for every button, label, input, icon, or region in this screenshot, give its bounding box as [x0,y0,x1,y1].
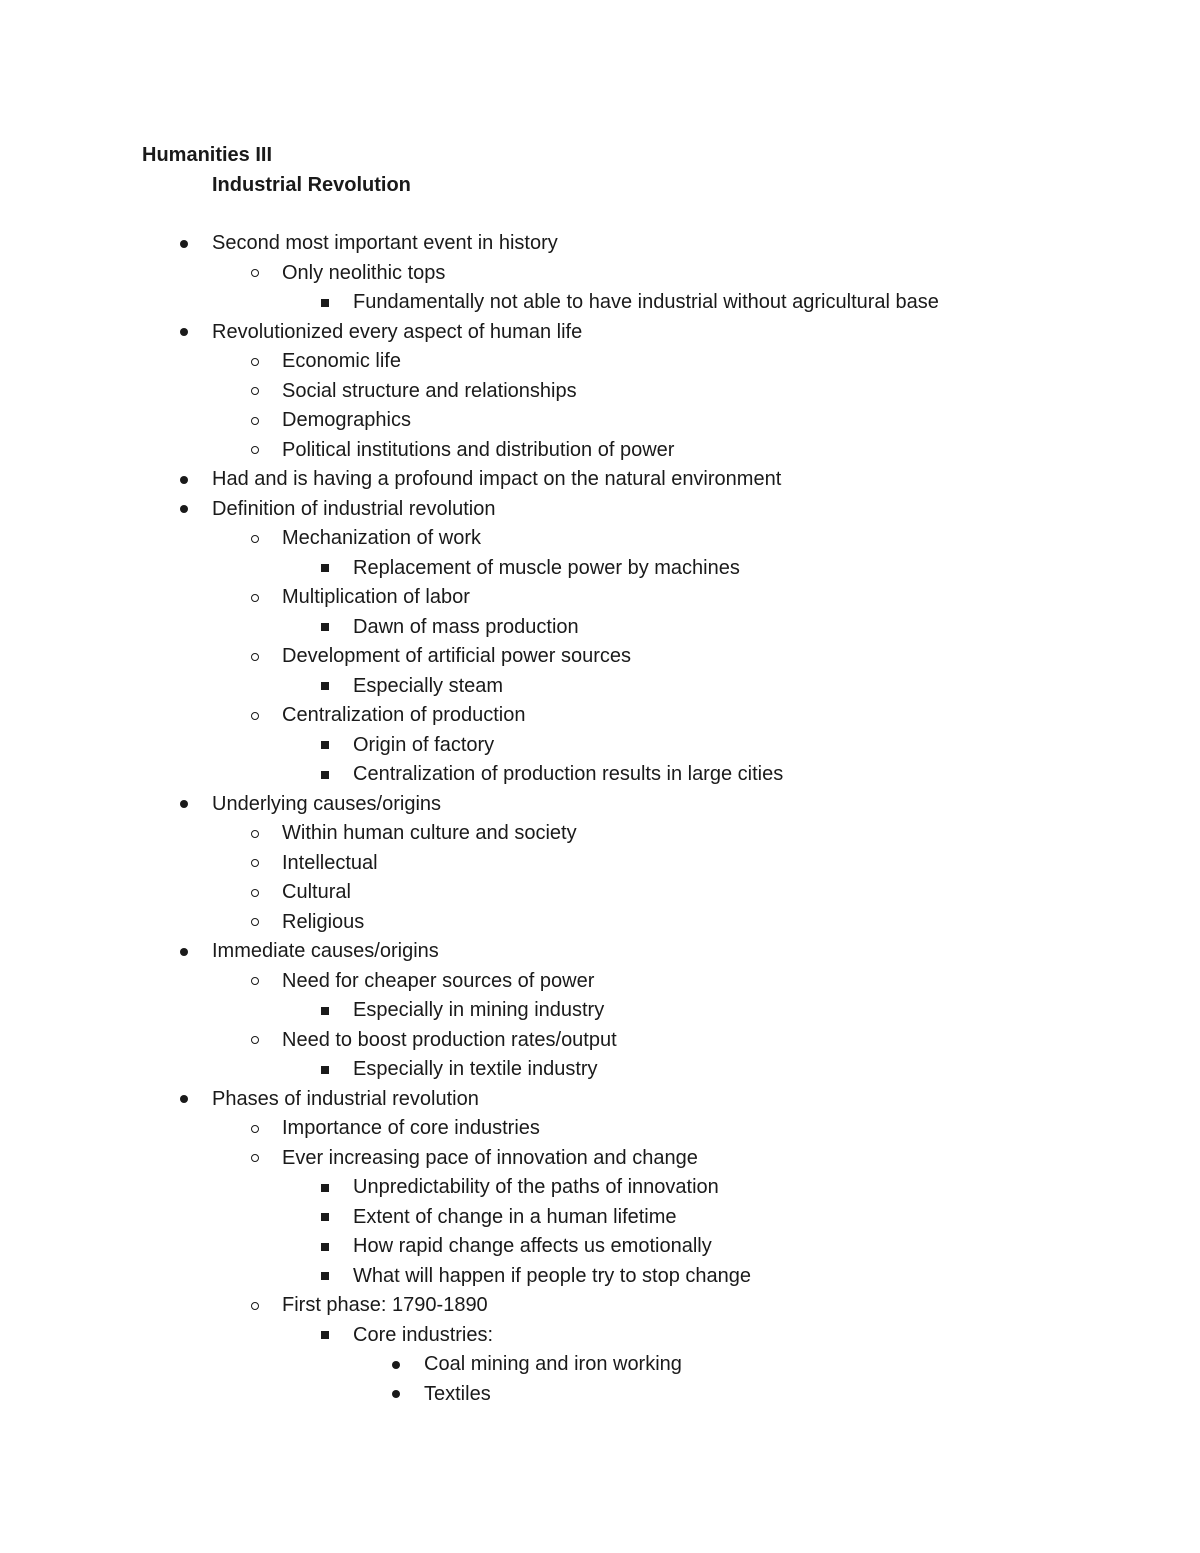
document-subtitle: Industrial Revolution [212,174,411,196]
list-item-text: Development of artificial power sources [282,645,632,667]
list-item [0,908,1200,938]
list-item [0,465,1200,495]
hollow-circle-bullet-icon [243,1026,267,1056]
list-item [0,613,1200,643]
list-item [0,1380,1200,1410]
hollow-circle-bullet-icon [243,849,267,879]
list-item [0,524,1200,554]
list-item-text: Economic life [282,350,401,372]
hollow-circle-bullet-icon [243,347,267,377]
list-item-text: First phase: 1790-1890 [282,1294,488,1316]
filled-square-bullet-icon [313,1232,337,1262]
document-title: Humanities III [142,144,273,166]
list-item [0,288,1200,318]
list-item [0,672,1200,702]
list-item-text: Second most important event in history [212,232,558,254]
list-item-text: Demographics [282,409,411,431]
list-item [0,1114,1200,1144]
list-item [0,1262,1200,1292]
list-item [0,554,1200,584]
list-item [0,1232,1200,1262]
list-item [0,1055,1200,1085]
hollow-circle-bullet-icon [243,701,267,731]
hollow-circle-bullet-icon [243,406,267,436]
hollow-circle-bullet-icon [243,642,267,672]
list-item [0,1144,1200,1174]
list-item-text: Coal mining and iron working [424,1353,682,1375]
list-item [0,1291,1200,1321]
list-item-text: Intellectual [282,851,378,874]
list-item [0,937,1200,967]
list-item [0,642,1200,672]
list-item-text: Multiplication of labor [282,586,470,608]
list-item [0,1026,1200,1056]
list-item [0,495,1200,525]
list-item [0,996,1200,1026]
filled-circle-bullet-icon [172,1085,196,1115]
list-item-text: Social structure and relationships [282,379,577,402]
list-item [0,1203,1200,1233]
hollow-circle-bullet-icon [243,377,267,407]
list-item-text: Importance of core industries [282,1117,540,1139]
filled-square-bullet-icon [313,1173,337,1203]
list-item-text: Fundamentally not able to have industrial without agricultural base [353,291,939,313]
list-item-text: Definition of industrial revolution [212,497,496,520]
list-item [0,318,1200,348]
list-item-text: Revolutionized every aspect of human life [212,320,583,343]
filled-square-bullet-icon [313,760,337,790]
filled-square-bullet-icon [313,554,337,584]
list-item [0,1173,1200,1203]
list-item-text: Mechanization of work [282,527,481,549]
list-item-text: Textiles [424,1382,491,1405]
bullet-outline [0,229,1200,1409]
list-item-text: Ever increasing pace of innovation and change [282,1146,698,1169]
list-item-text: Only neolithic tops [282,261,446,284]
list-item [0,229,1200,259]
filled-circle-bullet-icon [172,495,196,525]
list-item-text: Extent of change in a human lifetime [353,1205,677,1228]
filled-square-bullet-icon [313,996,337,1026]
list-item-text: Had and is having a profound impact on the natural environment [212,468,782,490]
list-item [0,849,1200,879]
hollow-circle-bullet-icon [243,436,267,466]
hollow-circle-bullet-icon [243,967,267,997]
filled-circle-bullet-icon [172,937,196,967]
hollow-circle-bullet-icon [243,1114,267,1144]
list-item-text: Religious [282,910,365,933]
list-item [0,878,1200,908]
list-item [0,377,1200,407]
filled-square-bullet-icon [313,1262,337,1292]
list-item [0,760,1200,790]
filled-circle-bullet-icon [384,1380,408,1410]
hollow-circle-bullet-icon [243,819,267,849]
hollow-circle-bullet-icon [243,1144,267,1174]
list-item-text: Phases of industrial revolution [212,1087,479,1110]
list-item-text: Need to boost production rates/output [282,1028,617,1051]
list-item-text: Dawn of mass production [353,615,579,638]
list-item-text: Cultural [282,881,351,903]
list-item-text: What will happen if people try to stop change [353,1264,752,1287]
list-item-text: Centralization of production [282,704,526,726]
hollow-circle-bullet-icon [243,1291,267,1321]
filled-square-bullet-icon [313,288,337,318]
filled-square-bullet-icon [313,1055,337,1085]
filled-circle-bullet-icon [172,790,196,820]
hollow-circle-bullet-icon [243,259,267,289]
list-item-text: Political institutions and distribution of power [282,438,675,461]
list-item [0,819,1200,849]
filled-square-bullet-icon [313,1321,337,1351]
filled-circle-bullet-icon [384,1350,408,1380]
hollow-circle-bullet-icon [243,878,267,908]
filled-circle-bullet-icon [172,318,196,348]
list-item [0,347,1200,377]
list-item [0,436,1200,466]
list-item-text: Core industries: [353,1323,494,1346]
list-item [0,701,1200,731]
filled-circle-bullet-icon [172,229,196,259]
list-item-text: Especially in textile industry [353,1058,598,1080]
list-item [0,406,1200,436]
list-item [0,790,1200,820]
list-item-text: Especially steam [353,674,504,697]
list-item-text: Immediate causes/origins [212,940,439,962]
filled-square-bullet-icon [313,613,337,643]
list-item-text: How rapid change affects us emotionally [353,1235,712,1257]
list-item [0,1350,1200,1380]
list-item-text: Unpredictability of the paths of innovation [353,1176,719,1198]
list-item [0,731,1200,761]
hollow-circle-bullet-icon [243,524,267,554]
list-item-text: Underlying causes/origins [212,792,442,815]
list-item-text: Within human culture and society [282,822,577,844]
filled-square-bullet-icon [313,672,337,702]
list-item-text: Origin of factory [353,733,495,756]
list-item-text: Especially in mining industry [353,999,605,1021]
filled-square-bullet-icon [313,731,337,761]
filled-square-bullet-icon [313,1203,337,1233]
list-item [0,1085,1200,1115]
list-item-text: Replacement of muscle power by machines [353,556,740,579]
list-item [0,259,1200,289]
list-item-text: Need for cheaper sources of power [282,969,595,992]
hollow-circle-bullet-icon [243,583,267,613]
list-item-text: Centralization of production results in large cities [353,763,784,785]
hollow-circle-bullet-icon [243,908,267,938]
filled-circle-bullet-icon [172,465,196,495]
list-item [0,967,1200,997]
list-item [0,1321,1200,1351]
list-item [0,583,1200,613]
